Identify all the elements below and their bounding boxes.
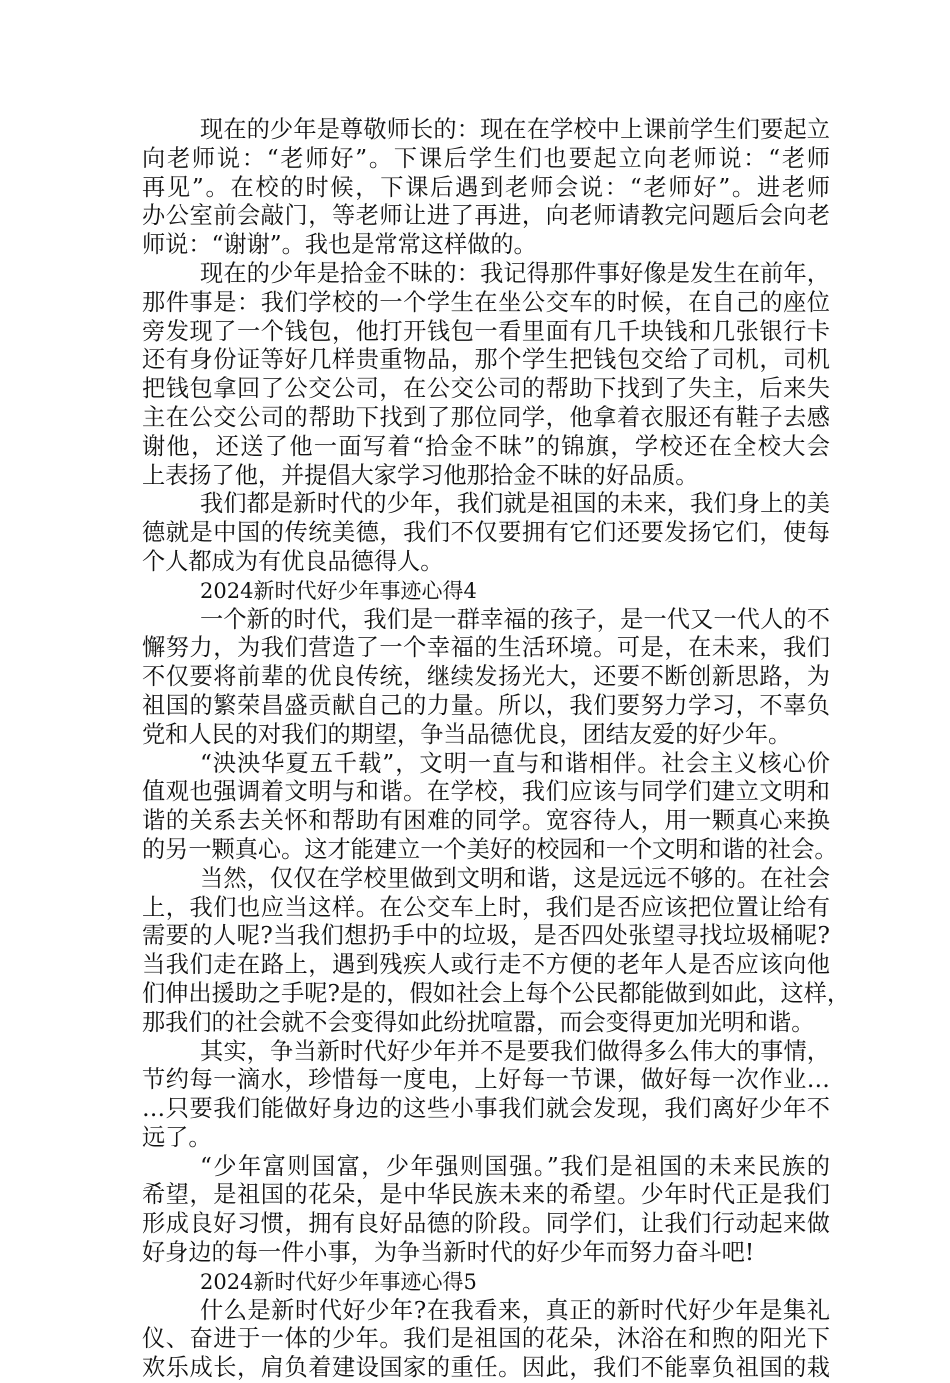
text-line: 谢他，还送了他一面写着“拾金不昧”的锦旗，学校还在全校大会 bbox=[142, 432, 830, 460]
paragraph bbox=[142, 1297, 830, 1383]
text-line: 我们都是新时代的少年，我们就是祖国的未来，我们身上的美 bbox=[200, 490, 830, 518]
text-line: 希望，是祖国的花朵，是中华民族未来的希望。少年时代正是我们 bbox=[142, 1181, 830, 1209]
text-line: 办公室前会敲门，等老师让进了再进，向老师请教完问题后会向老 bbox=[142, 202, 830, 230]
text-line: 上，我们也应当这样。在公交车上时，我们是否应该把位置让给有 bbox=[142, 893, 830, 921]
text-line: 节约每一滴水，珍惜每一度电，上好每一节课，做好每一次作业… bbox=[142, 1066, 830, 1094]
text-line: 师说：“谢谢”。我也是常常这样做的。 bbox=[142, 231, 537, 259]
text-line: 当我们走在路上，遇到残疾人或行走不方便的老年人是否应该向他 bbox=[142, 951, 830, 979]
text-line: 现在的少年是拾金不昧的：我记得那件事好像是发生在前年， bbox=[200, 259, 830, 287]
text-line: 的另一颗真心。这才能建立一个美好的校园和一个文明和谐的社会。 bbox=[142, 835, 838, 863]
text-line: 把钱包拿回了公交公司，在公交公司的帮助下找到了失主，后来失 bbox=[142, 375, 830, 403]
paragraph bbox=[142, 260, 830, 490]
text-line: 当然，仅仅在学校里做到文明和谐，这是远远不够的。在社会 bbox=[200, 864, 830, 892]
text-line: 懈努力，为我们营造了一个幸福的生活环境。可是，在未来，我们 bbox=[142, 634, 830, 662]
text-line: 党和人民的对我们的期望，争当品德优良，团结友爱的好少年。 bbox=[142, 720, 792, 748]
text-line: “少年富则国富，少年强则国强。”我们是祖国的未来民族的 bbox=[200, 1152, 830, 1180]
text-line: 一个新的时代，我们是一群幸福的孩子，是一代又一代人的不 bbox=[200, 605, 830, 633]
text-line: 德就是中国的传统美德，我们不仅要拥有它们还要发扬它们，使每 bbox=[142, 519, 830, 547]
text-line: 仪、奋进于一体的少年。我们是祖国的花朵，沐浴在和煦的阳光下 bbox=[142, 1325, 830, 1353]
paragraph bbox=[142, 1038, 830, 1153]
text-line: 还有身份证等好几样贵重物品，那个学生把钱包交给了司机，司机 bbox=[142, 346, 830, 374]
document-page bbox=[142, 116, 851, 1383]
text-line: 其实，争当新时代好少年并不是要我们做得多么伟大的事情， bbox=[200, 1037, 830, 1065]
text-line: 主在公交公司的帮助下找到了那位同学，他拿着衣服还有鞋子去感 bbox=[142, 403, 830, 431]
text-line: 个人都成为有优良品德得人。 bbox=[142, 547, 444, 575]
paragraph bbox=[142, 1153, 830, 1268]
section-heading: 2024新时代好少年事迹心得4 bbox=[200, 578, 477, 603]
text-line: 需要的人呢?当我们想扔手中的垃圾，是否四处张望寻找垃圾桶呢? bbox=[142, 922, 830, 950]
text-line: 们伸出援助之手呢?是的，假如社会上每个公民都能做到如此，这样， bbox=[142, 979, 851, 1007]
text-line: 不仅要将前辈的优良传统，继续发扬光大，还要不断创新思路，为 bbox=[142, 663, 830, 691]
text-line: 那件事是：我们学校的一个学生在坐公交车的时候，在自己的座位 bbox=[142, 288, 830, 316]
text-line: 形成良好习惯，拥有良好品德的阶段。同学们，让我们行动起来做 bbox=[142, 1210, 830, 1238]
paragraph bbox=[142, 606, 830, 750]
paragraph bbox=[142, 116, 830, 260]
text-line: 那我们的社会就不会变得如此纷扰喧嚣，而会变得更加光明和谐。 bbox=[142, 1008, 815, 1036]
text-line: “泱泱华夏五千载”，文明一直与和谐相伴。社会主义核心价 bbox=[200, 749, 830, 777]
text-line: 值观也强调着文明与和谐。在学校，我们应该与同学们建立文明和 bbox=[142, 778, 830, 806]
text-line: 再见”。在校的时候，下课后遇到老师会说：“老师好”。进老师 bbox=[142, 173, 830, 201]
text-line: 旁发现了一个钱包，他打开钱包一看里面有几千块钱和几张银行卡 bbox=[142, 317, 830, 345]
paragraph bbox=[142, 864, 851, 1038]
section-heading: 2024新时代好少年事迹心得5 bbox=[200, 1269, 477, 1294]
text-line: 向老师说：“老师好”。下课后学生们也要起立向老师说：“老师 bbox=[142, 144, 830, 172]
paragraph bbox=[142, 490, 830, 576]
text-line: 现在的少年是尊敬师长的：现在在学校中上课前学生们要起立 bbox=[200, 116, 830, 143]
text-line: 远了。 bbox=[142, 1123, 212, 1151]
paragraph bbox=[142, 749, 838, 865]
text-line: 上表扬了他，并提倡大家学习他那拾金不昧的好品质。 bbox=[142, 461, 699, 489]
text-line: 祖国的繁荣昌盛贡献自己的力量。所以，我们要努力学习，不辜负 bbox=[142, 691, 830, 719]
text-line: …只要我们能做好身边的这些小事我们就会发现，我们离好少年不 bbox=[142, 1095, 830, 1123]
text-line: 什么是新时代好少年?在我看来，真正的新时代好少年是集礼 bbox=[200, 1296, 830, 1324]
text-line: 谐的关系去关怀和帮助有困难的同学。宽容待人，用一颗真心来换 bbox=[142, 807, 830, 835]
text-line: 好身边的每一件小事，为争当新时代的好少年而努力奋斗吧! bbox=[142, 1239, 755, 1267]
text-line: 欢乐成长，肩负着建设国家的重任。因此，我们不能辜负祖国的栽 bbox=[142, 1354, 830, 1382]
